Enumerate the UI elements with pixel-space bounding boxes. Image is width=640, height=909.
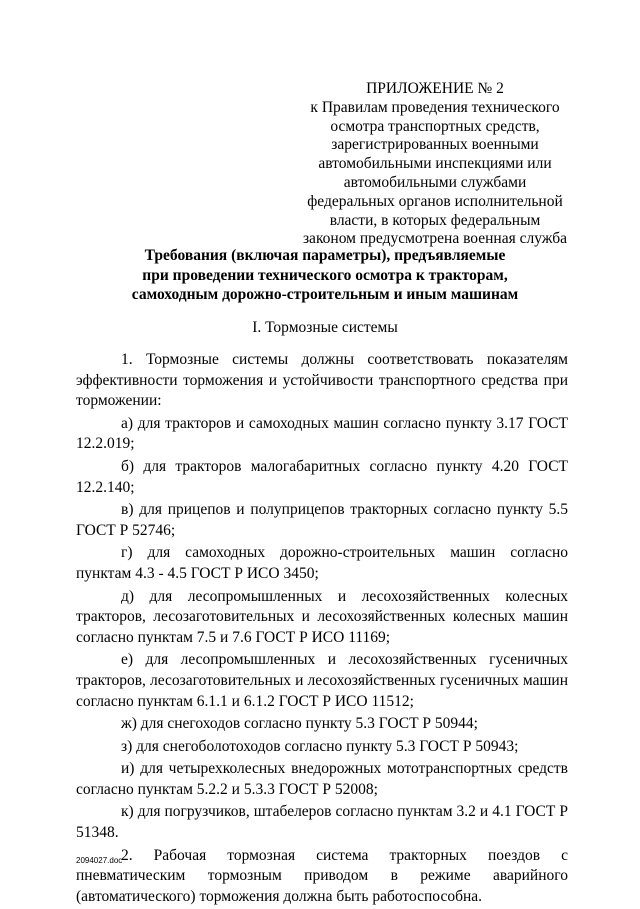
list-item-b: б) для тракторов малогабаритных согласно пункту 4.20 ГОСТ 12.2.140; xyxy=(76,457,568,496)
appendix-line: осмотра транспортных средств, xyxy=(330,117,540,135)
appendix-title: ПРИЛОЖЕНИЕ № 2 xyxy=(366,80,504,97)
list-item-d: д) для лесопромышленных и лесохозяйственных колесных тракторов, лесозаготовительных и лесохозяйственных колесных машин согласно пунктам 7.5 и 7.6 ГОСТ Р ИСО 11169; xyxy=(76,587,568,646)
appendix-line: федеральных органов исполнительной xyxy=(307,192,563,210)
appendix-line: автомобильными инспекциями или xyxy=(318,155,552,173)
document-title xyxy=(80,246,570,305)
list-item-zh: ж) для снегоходов согласно пункту 5.3 ГОСТ Р 50944; xyxy=(121,715,478,733)
appendix-line: законом предусмотрена военная служба xyxy=(302,230,568,248)
document-body xyxy=(76,350,568,909)
list-item-e: е) для лесопромышленных и лесохозяйственных гусеничных тракторов, лесозаготовительных и лесохозяйственных гусеничных машин согласно пунктам 6.1.1 и 6.1.2 ГОСТ Р ИСО 11512; xyxy=(76,651,568,710)
appendix-header xyxy=(300,80,570,249)
appendix-line: зарегистрированных военными xyxy=(331,136,539,154)
appendix-line: к Правилам проведения технического xyxy=(310,98,560,116)
list-item-v: в) для прицепов и полуприцепов тракторных согласно пункту 5.5 ГОСТ Р 52746; xyxy=(76,501,568,539)
appendix-line: автомобильными службами xyxy=(343,173,527,191)
footer-doc-id: 2094027.doc xyxy=(76,856,123,865)
list-item-z: з) для снегоболотоходов согласно пункту 5.3 ГОСТ Р 50943; xyxy=(121,737,519,755)
paragraph-2: 2. Рабочая тормозная система тракторных поездов с пневматическим тормозным приводом в режиме аварийного (автоматического) торможения должна быть работоспособна. xyxy=(76,846,568,905)
list-item-g: г) для самоходных дорожно-строительных машин согласно пунктам 4.3 - 4.5 ГОСТ Р ИСО 3450; xyxy=(76,544,568,582)
appendix-line: власти, в которых федеральным xyxy=(329,211,541,229)
list-item-i: и) для четырехколесных внедорожных мототранспортных средств согласно пунктам 5.2.2 и 5.3.3 ГОСТ Р 52008; xyxy=(76,760,568,798)
title-line: Требования (включая параметры), предъявляемые xyxy=(144,247,506,264)
list-item-k: к) для погрузчиков, штабелеров согласно пунктам 3.2 и 4.1 ГОСТ Р 51348. xyxy=(76,803,568,842)
title-line: самоходным дорожно-строительным и иным машинам xyxy=(131,286,519,303)
paragraph-1-intro: 1. Тормозные системы должны соответствовать показателям эффективности торможения и устойчивости транспортного средства при торможении: xyxy=(76,351,568,410)
section-heading: I. Тормозные системы xyxy=(252,319,398,336)
list-item-a: а) для тракторов и самоходных машин согласно пункту 3.17 ГОСТ 12.2.019; xyxy=(76,414,568,453)
title-line: при проведении технического осмотра к тракторам, xyxy=(142,266,508,284)
